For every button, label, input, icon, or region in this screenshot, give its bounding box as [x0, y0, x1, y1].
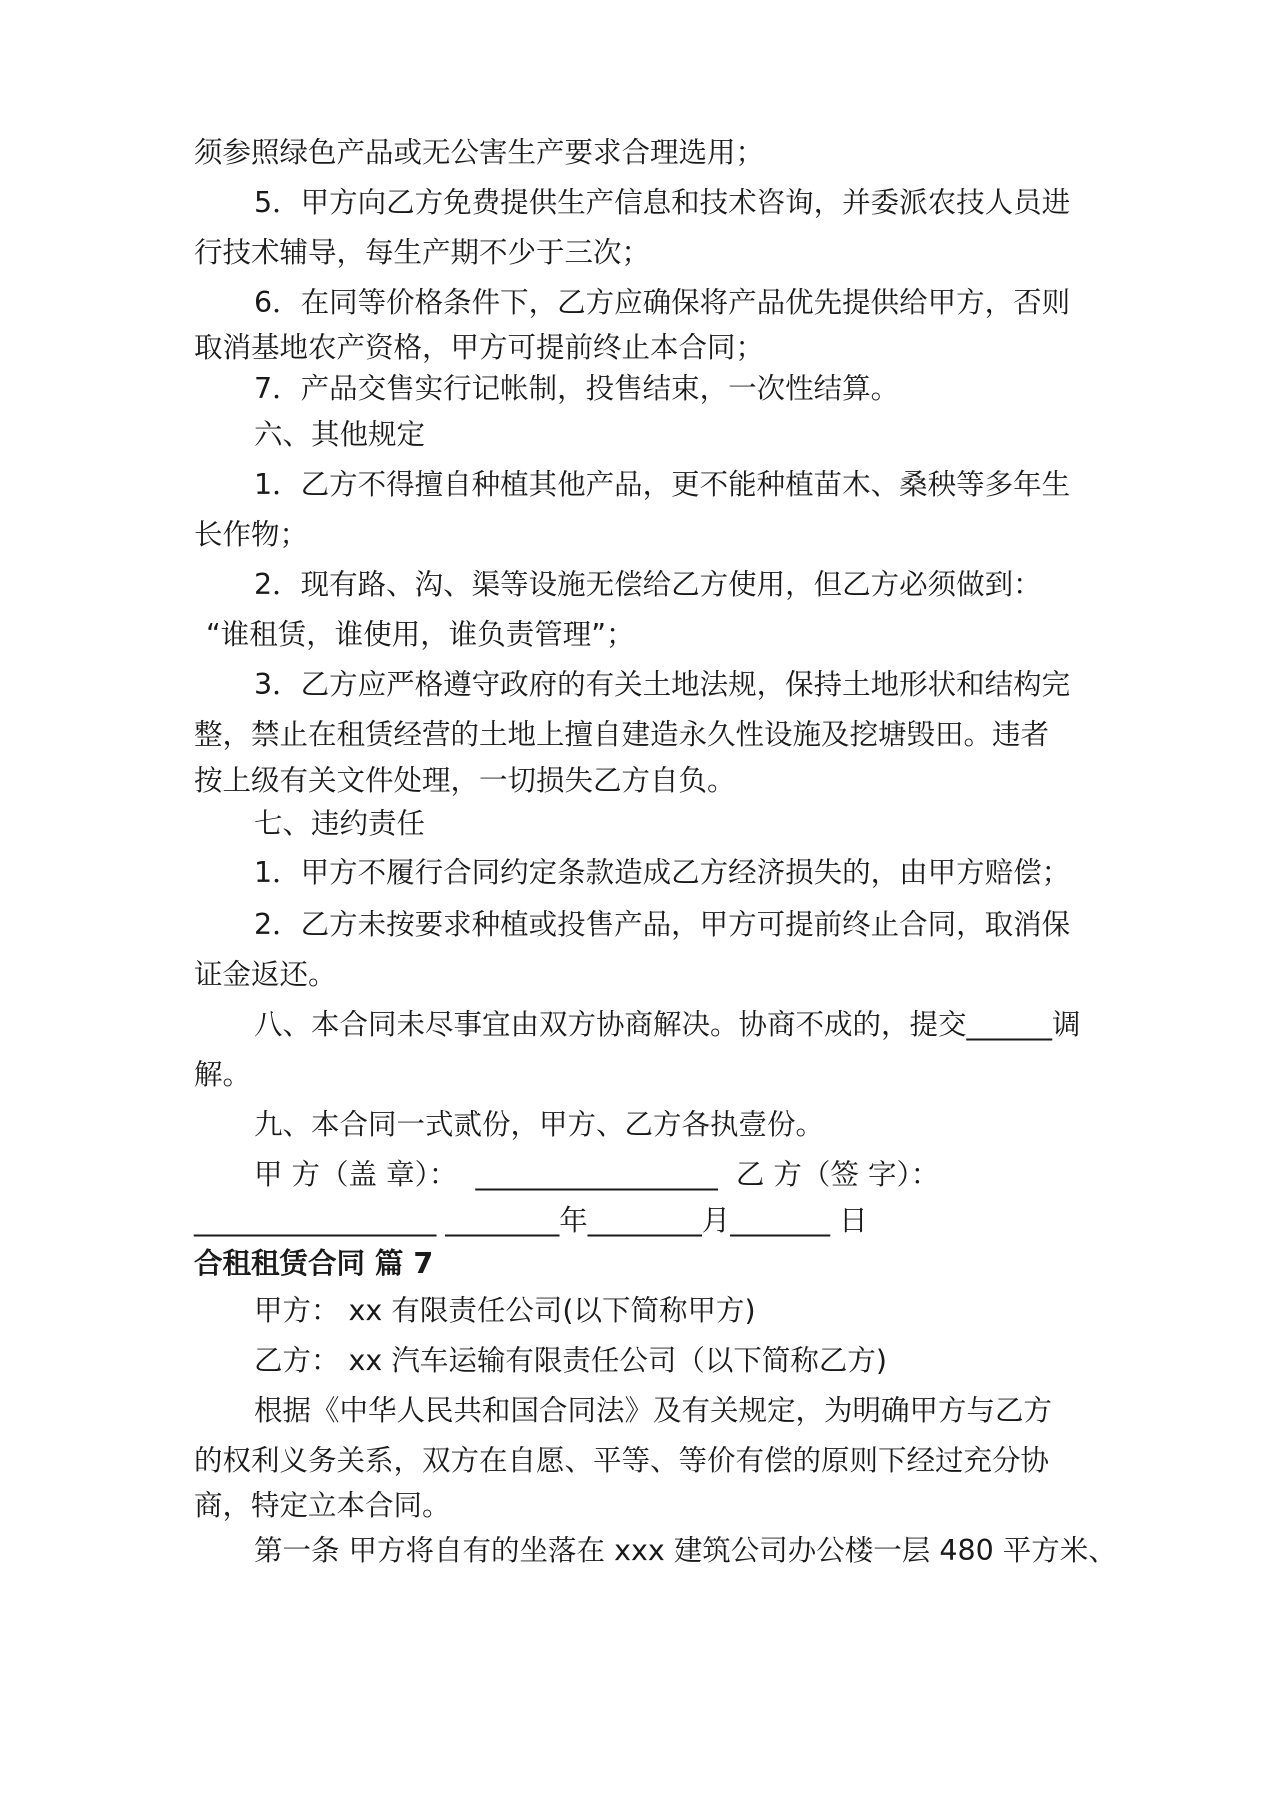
signature-line-date: _________________ ________年________月_______ 日: [194, 1204, 868, 1237]
text-line: 商，特定立本合同。: [194, 1489, 451, 1522]
text-line: 1．乙方不得擅自种植其他产品，更不能种植苗木、桑秧等多年生: [254, 468, 1071, 501]
text-line: 3．乙方应严格遵守政府的有关土地法规，保持土地形状和结构完: [254, 668, 1071, 701]
text-line: 2．现有路、沟、渠等设施无偿给乙方使用，但乙方必须做到：: [254, 568, 1042, 601]
text-line: 证金返还。: [194, 958, 337, 991]
text-line: 行技术辅导，每生产期不少于三次；: [194, 236, 651, 269]
text-line: “谁租赁，谁使用，谁负责管理”；: [206, 618, 635, 651]
section-heading: 七、违约责任: [254, 807, 426, 840]
text-line: 长作物；: [194, 518, 309, 551]
section-title: 合租租赁合同 篇 7: [194, 1247, 434, 1280]
text-line: 八、本合同未尽事宜由双方协商解决。协商不成的，提交______调: [254, 1008, 1081, 1041]
text-line: 乙方： xx 汽车运输有限责任公司（以下简称乙方): [254, 1344, 887, 1377]
text-line: 1．甲方不履行合同约定条款造成乙方经济损失的，由甲方赔偿；: [254, 856, 1071, 889]
text-line: 根据《中华人民共和国合同法》及有关规定，为明确甲方与乙方: [254, 1394, 1053, 1427]
document-page: [194, 128, 1117, 1576]
text-line: 6．在同等价格条件下，乙方应确保将产品优先提供给甲方，否则: [254, 286, 1071, 319]
text-line: 整，禁止在租赁经营的土地上擅自建造永久性设施及挖塘毁田。违者: [194, 718, 1050, 751]
text-line: 解。: [194, 1058, 252, 1091]
text-line: 九、本合同一式贰份，甲方、乙方各执壹份。: [254, 1108, 825, 1141]
section-heading: 六、其他规定: [254, 418, 426, 451]
text-line: 第一条 甲方将自有的坐落在 xxx 建筑公司办公楼一层 480 平方米、: [254, 1534, 1117, 1567]
text-line: 7．产品交售实行记帐制，投售结束，一次性结算。: [254, 372, 900, 405]
text-line: 按上级有关文件处理，一切损失乙方自负。: [194, 764, 736, 797]
text-line: 取消基地农产资格，甲方可提前终止本合同；: [194, 331, 765, 364]
text-line: 须参照绿色产品或无公害生产要求合理选用；: [194, 136, 765, 169]
text-line: 甲方： xx 有限责任公司(以下简称甲方): [254, 1294, 756, 1327]
text-line: 5．甲方向乙方免费提供生产信息和技术咨询，并委派农技人员进: [254, 186, 1071, 219]
signature-line-parties: 甲 方（盖 章）： _________________ 乙 方（签 字）：: [254, 1158, 940, 1191]
text-line: 2．乙方未按要求种植或投售产品，甲方可提前终止合同，取消保: [254, 908, 1071, 941]
text-line: 的权利义务关系，双方在自愿、平等、等价有偿的原则下经过充分协: [194, 1444, 1050, 1477]
